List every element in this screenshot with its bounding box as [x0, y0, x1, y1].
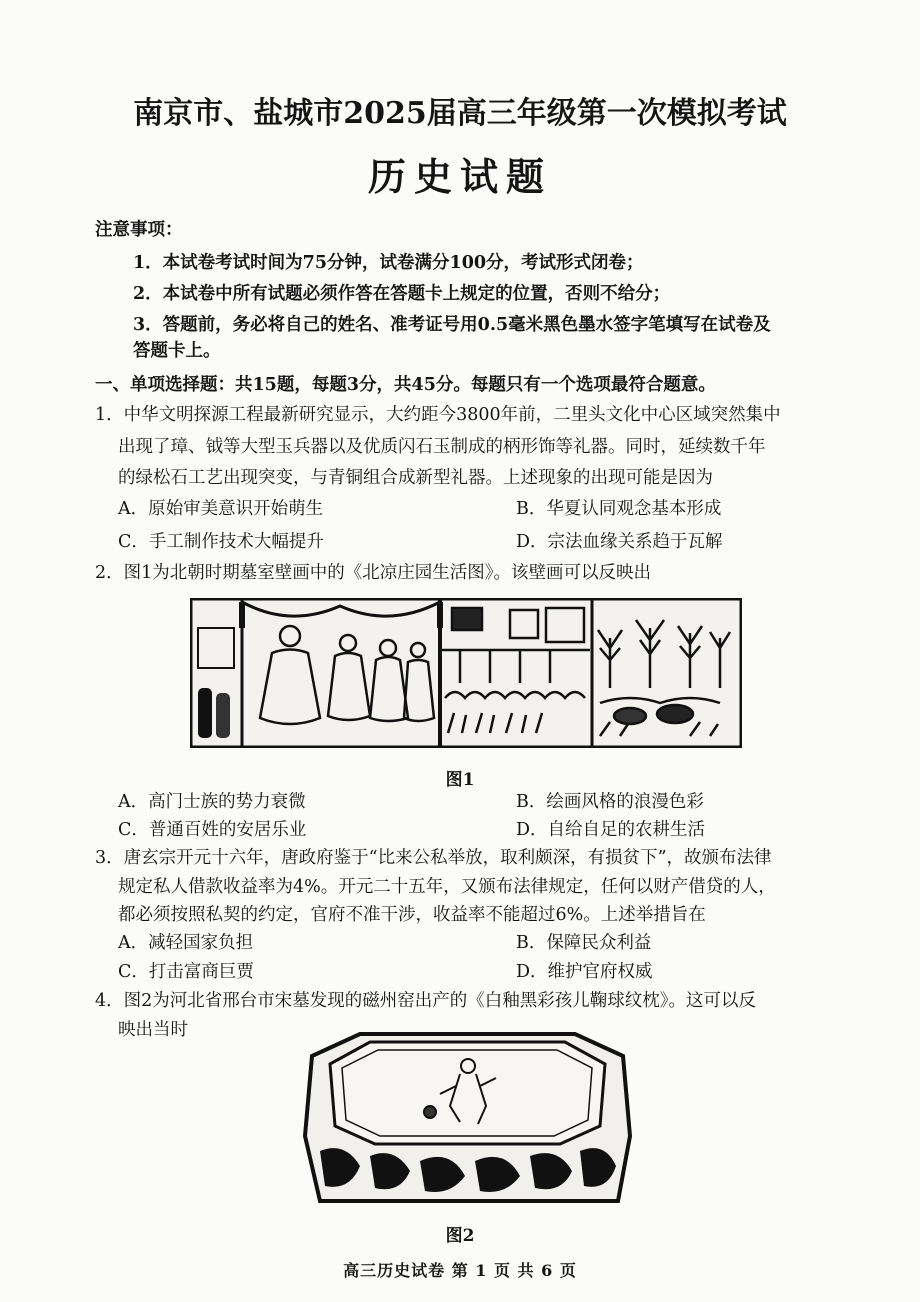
notice-heading: 注意事项：: [95, 220, 183, 240]
q1-option-d[interactable]: D．宗法血缘关系趋于瓦解: [516, 532, 723, 552]
q1-stem-line-1: 1．中华文明探源工程最新研究显示，大约距今3800年前，二里头文化中心区域突然集中: [95, 405, 781, 425]
notice-item-1: 1．本试卷考试时间为75分钟，试卷满分100分，考试形式闭卷；: [133, 253, 644, 273]
q1-option-c[interactable]: C．手工制作技术大幅提升: [118, 532, 324, 552]
q3-option-a[interactable]: A．减轻国家负担: [118, 933, 254, 953]
page-footer: 高三历史试卷 第 1 页 共 6 页: [343, 1261, 577, 1280]
section-heading: 一、单项选择题：共15题，每题3分，共45分。每题只有一个选项最符合题意。: [95, 375, 716, 395]
q3-stem-line-2: 规定私人借款收益率为4%。开元二十五年，又颁布法律规定，任何以财产借贷的人，: [118, 877, 776, 897]
figure-1-mural: [190, 598, 742, 748]
figure-1-caption: 图1: [445, 770, 475, 790]
q3-stem-line-3: 都必须按照私契的约定，官府不准干涉，收益率不能超过6%。上述举措旨在: [118, 905, 706, 925]
notice-item-2: 2．本试卷中所有试题必须作答在答题卡上规定的位置，否则不给分；: [133, 284, 671, 304]
q2-option-a[interactable]: A．高门士族的势力衰微: [118, 792, 306, 812]
notice-item-3: 3．答题前，务必将自己的姓名、准考证号用0.5毫米黑色墨水签字笔填写在试卷及: [133, 315, 771, 335]
q1-option-b[interactable]: B．华夏认同观念基本形成: [516, 499, 722, 519]
q2-option-d[interactable]: D．自给自足的农耕生活: [516, 820, 706, 840]
q4-stem-line-1: 4．图2为河北省邢台市宋墓发现的磁州窑出产的《白釉黑彩孩儿鞠球纹枕》。这可以反: [95, 991, 757, 1011]
q2-option-c[interactable]: C．普通百姓的安居乐业: [118, 820, 307, 840]
q3-stem-line-1: 3．唐玄宗开元十六年，唐政府鉴于“比来公私举放，取利颇深，有损贫下”，故颁布法律: [95, 848, 772, 868]
exam-subject-title: 历史试题: [367, 154, 552, 199]
q3-option-c[interactable]: C．打击富商巨贾: [118, 962, 254, 982]
q1-stem-line-3: 的绿松石工艺出现突变，与青铜组合成新型礼器。上述现象的出现可能是因为: [118, 468, 713, 488]
exam-title: 南京市、盐城市2025届高三年级第一次模拟考试: [133, 96, 787, 131]
notice-item-3-cont: 答题卡上。: [133, 341, 221, 361]
q3-option-b[interactable]: B．保障民众利益: [516, 933, 652, 953]
figure-2-caption: 图2: [445, 1226, 475, 1246]
q2-stem-line-1: 2．图1为北朝时期墓室壁画中的《北凉庄园生活图》。该壁画可以反映出: [95, 563, 652, 583]
q4-stem-line-2: 映出当时: [118, 1020, 188, 1040]
figure-2-pillow: [300, 1026, 635, 1216]
q1-option-a[interactable]: A．原始审美意识开始萌生: [118, 499, 324, 519]
q1-stem-line-2: 出现了璋、钺等大型玉兵器以及优质闪石玉制成的柄形饰等礼器。同时，延续数千年: [118, 437, 766, 457]
q3-option-d[interactable]: D．维护官府权威: [516, 962, 653, 982]
q2-option-b[interactable]: B．绘画风格的浪漫色彩: [516, 792, 704, 812]
